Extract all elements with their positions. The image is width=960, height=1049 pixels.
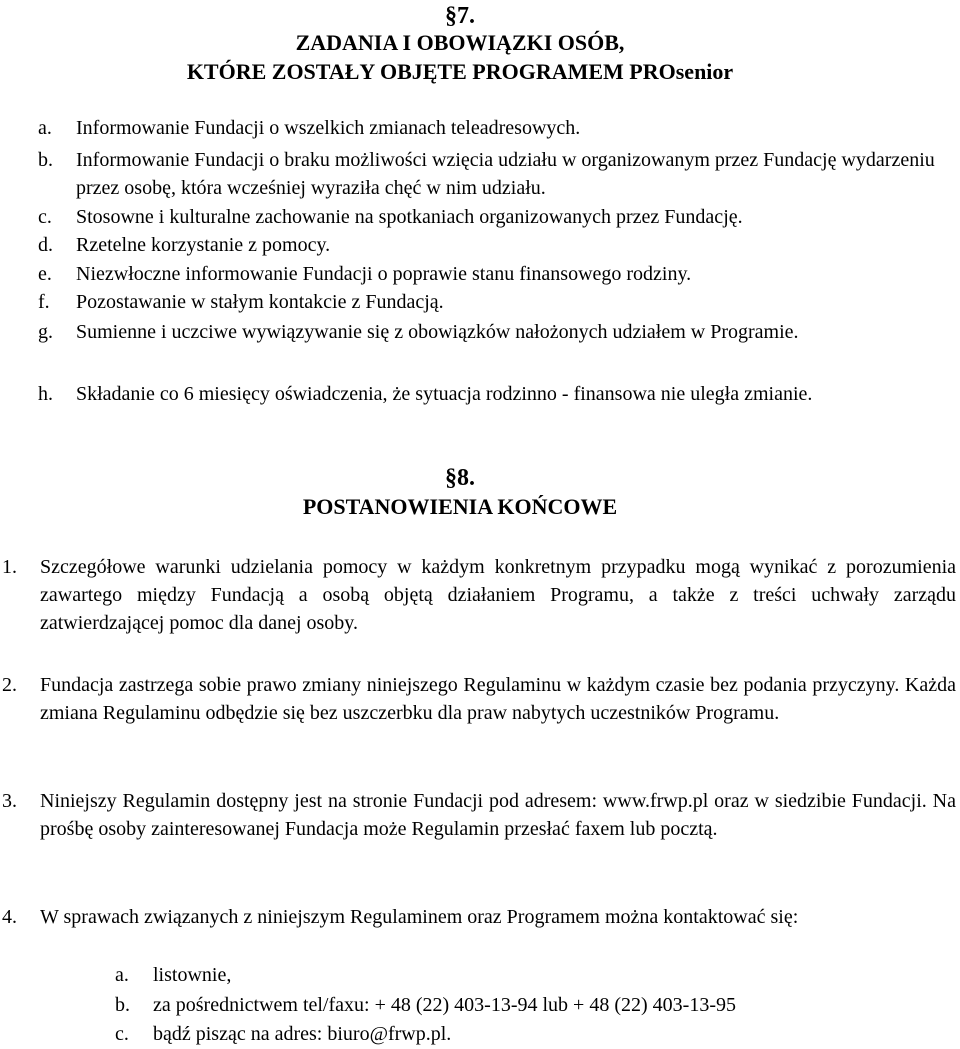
list-marker: 1. <box>2 556 17 578</box>
list-item-text: listownie, <box>153 964 232 986</box>
list-item <box>115 991 943 1019</box>
list-item-text: W sprawach związanych z niniejszym Regulaminem oraz Programem można kontaktować się: <box>40 906 799 928</box>
list-item-text: Sumienne i uczciwe wywiązywanie się z obowiązków nałożonych udziałem w Programie. <box>76 321 799 343</box>
list-item <box>38 146 936 202</box>
list-marker: b. <box>115 994 130 1016</box>
list-item <box>115 1020 943 1048</box>
list-marker: g. <box>38 321 53 343</box>
list-item <box>38 380 952 408</box>
section-7-number: §7. <box>445 3 475 29</box>
list-item-text: Niezwłoczne informowanie Fundacji o poprawie stanu finansowego rodziny. <box>76 263 692 285</box>
list-item-text: Rzetelne korzystanie z pomocy. <box>76 234 331 256</box>
list-item-text: Informowanie Fundacji o braku możliwości wzięcia udziału w organizowanym przez Fundację wydarzeniu przez osobę, która wcześniej wyraziła chęć w nim udziału. <box>76 149 935 199</box>
list-item-text: Niniejszy Regulamin dostępny jest na stronie Fundacji pod adresem: www.frwp.pl oraz w siedzibie Fundacji. Na prośbę osoby zainteresowanej Fundacja może Regulamin przesłać faxem lub pocztą. <box>40 790 956 840</box>
list-item-text: Szczegółowe warunki udzielania pomocy w każdym konkretnym przypadku mogą wynikać z porozumienia zawartego między Fundacją a osobą objętą działaniem Programu, a także z treści uchwały zarządu zatwierdzającej pomoc dla danej osoby. <box>40 556 956 634</box>
list-marker: 2. <box>2 674 17 696</box>
list-item <box>2 787 956 843</box>
list-marker: c. <box>115 1023 129 1045</box>
list-item-text: Składanie co 6 miesięcy oświadczenia, że sytuacja rodzinno - finansowa nie uległa zmianie. <box>76 383 813 405</box>
section-7-title-line-2: KTÓRE ZOSTAŁY OBJĘTE PROGRAMEM PROsenior <box>186 59 734 84</box>
list-marker: a. <box>38 117 52 139</box>
list-marker: d. <box>38 234 53 256</box>
list-marker: c. <box>38 206 52 228</box>
list-item-text: za pośrednictwem tel/faxu: + 48 (22) 403-13-94 lub + 48 (22) 403-13-95 <box>153 994 736 1016</box>
list-item <box>38 318 952 346</box>
list-item-text: Stosowne i kulturalne zachowanie na spotkaniach organizowanych przez Fundację. <box>76 206 743 228</box>
list-item <box>38 260 946 288</box>
list-item <box>2 671 956 727</box>
list-item <box>38 288 936 316</box>
list-item-text: Fundacja zastrzega sobie prawo zmiany niniejszego Regulaminu w każdym czasie bez podania przyczyny. Każda zmiana Regulaminu odbędzie się bez uszczerbku dla praw nabytych uczestników Programu. <box>40 674 956 724</box>
list-marker: a. <box>115 964 129 986</box>
section-8-title: POSTANOWIENIA KOŃCOWE <box>302 494 618 519</box>
list-item <box>2 903 956 931</box>
list-item <box>38 231 936 259</box>
list-marker: e. <box>38 263 52 285</box>
list-marker: 4. <box>2 906 17 928</box>
list-marker: h. <box>38 383 53 405</box>
section-7-title-line-1: ZADANIA I OBOWIĄZKI OSÓB, <box>295 30 625 55</box>
list-item <box>38 203 946 231</box>
section-8-number: §8. <box>445 465 475 491</box>
list-item-text: bądź pisząc na adres: biuro@frwp.pl. <box>153 1023 452 1045</box>
list-marker: f. <box>38 291 50 313</box>
list-item <box>2 553 956 637</box>
list-marker: 3. <box>2 790 17 812</box>
list-marker: b. <box>38 149 53 171</box>
list-item <box>38 114 936 142</box>
list-item <box>115 961 943 989</box>
list-item-text: Pozostawanie w stałym kontakcie z Fundacją. <box>76 291 444 313</box>
list-item-text: Informowanie Fundacji o wszelkich zmianach teleadresowych. <box>76 117 581 139</box>
